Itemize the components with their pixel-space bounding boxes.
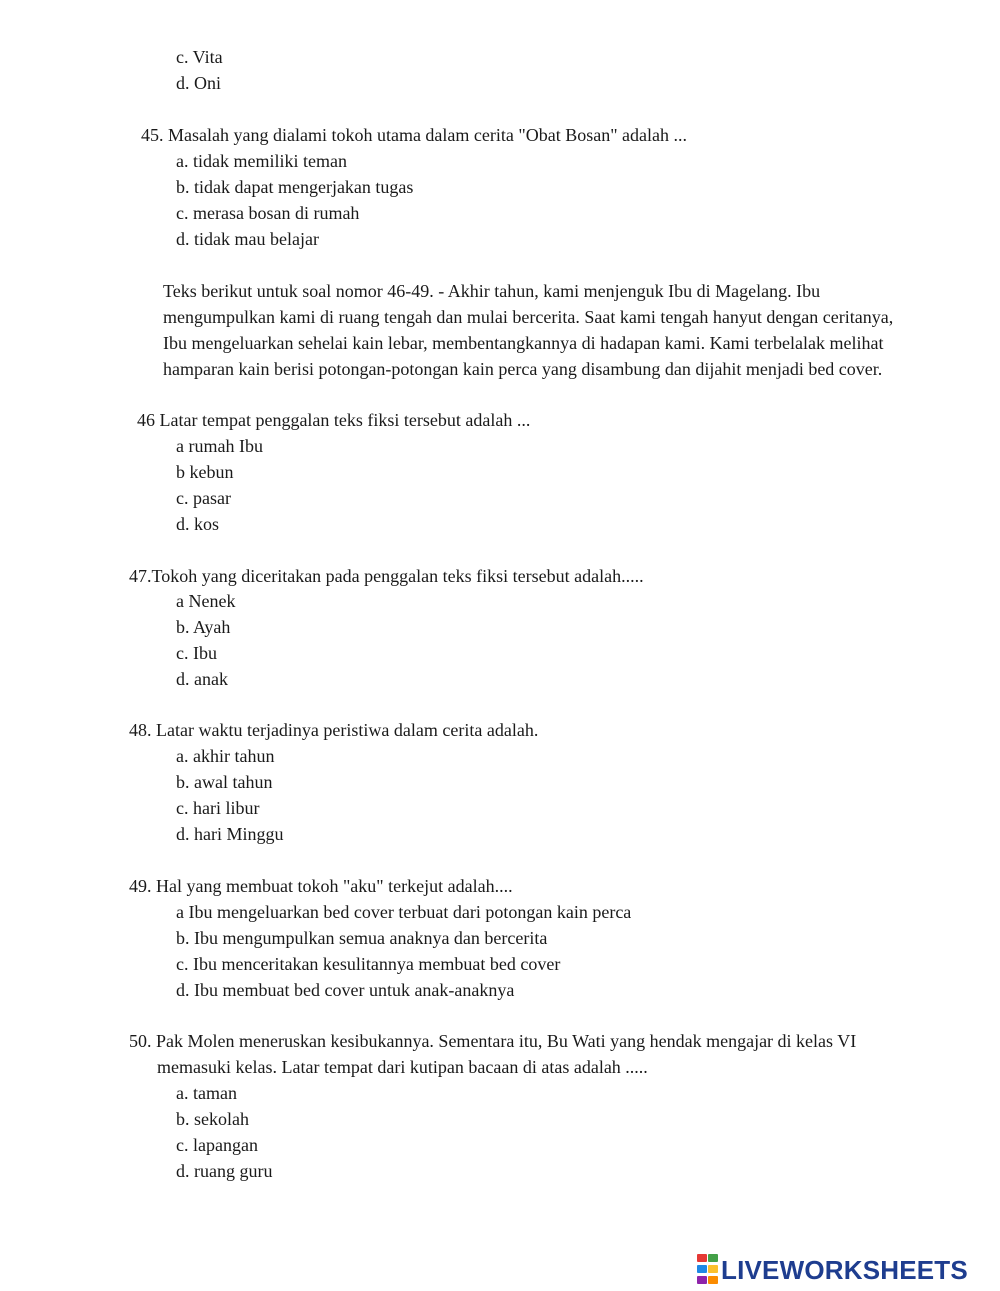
q46-option-b[interactable]: b kebun [176,462,234,482]
q48-option-d[interactable]: d. hari Minggu [176,824,284,844]
question-49: 49. Hal yang membuat tokoh "aku" terkejut adalah.... [129,876,513,896]
q48-option-a[interactable]: a. akhir tahun [176,746,275,766]
reading-passage [163,278,946,382]
option-c[interactable]: c. Vita [176,47,223,67]
q47-option-b[interactable]: b. Ayah [176,617,231,637]
q47-option-c[interactable]: c. Ibu [176,643,217,663]
q47-option-a[interactable]: a Nenek [176,591,236,611]
passage-line: hamparan kain berisi potongan-potongan kain perca yang disambung dan dijahit menjadi bed cover. [163,359,883,379]
liveworksheets-logo-text: LIVEWORKSHEETS [721,1254,968,1285]
q46-option-a[interactable]: a rumah Ibu [176,436,263,456]
question-48: 48. Latar waktu terjadinya peristiwa dalam cerita adalah. [129,720,539,740]
option-d[interactable]: d. Oni [176,73,221,93]
passage-line: Ibu mengeluarkan sehelai kain lebar, membentangkannya di hadapan kami. Kami terbelalak melihat [163,333,884,353]
q49-option-c[interactable]: c. Ibu menceritakan kesulitannya membuat bed cover [176,954,561,974]
q48-option-c[interactable]: c. hari libur [176,798,260,818]
question-50: 50. Pak Molen meneruskan kesibukannya. Sementara itu, Bu Wati yang hendak mengajar di kelas VI [129,1031,857,1051]
q45-option-a[interactable]: a. tidak memiliki teman [176,151,347,171]
q45-option-c[interactable]: c. merasa bosan di rumah [176,203,360,223]
q46-option-d[interactable]: d. kos [176,514,220,534]
q50-option-a[interactable]: a. taman [176,1083,237,1103]
q50-option-c[interactable]: c. lapangan [176,1135,258,1155]
question-47: 47.Tokoh yang diceritakan pada penggalan teks fiksi tersebut adalah..... [129,566,644,586]
q50-option-b[interactable]: b. sekolah [176,1109,249,1129]
q47-option-d[interactable]: d. anak [176,669,228,689]
liveworksheets-logo-icon [697,1257,718,1283]
q45-option-b[interactable]: b. tidak dapat mengerjakan tugas [176,177,414,197]
q49-option-b[interactable]: b. Ibu mengumpulkan semua anaknya dan bercerita [176,928,548,948]
q45-option-d[interactable]: d. tidak mau belajar [176,229,319,249]
q49-option-a[interactable]: a Ibu mengeluarkan bed cover terbuat dari potongan kain perca [176,902,632,922]
q46-option-c[interactable]: c. pasar [176,488,231,508]
q49-option-d[interactable]: d. Ibu membuat bed cover untuk anak-anaknya [176,980,515,1000]
passage-line: mengumpulkan kami di ruang tengah dan mulai bercerita. Saat kami tengah hanyut dengan ceritanya, [163,307,894,327]
question-45: 45. Masalah yang dialami tokoh utama dalam cerita "Obat Bosan" adalah ... [141,125,688,145]
q48-option-b[interactable]: b. awal tahun [176,772,273,792]
question-46: 46 Latar tempat penggalan teks fiksi tersebut adalah ... [137,410,531,430]
liveworksheets-logo [697,1255,968,1285]
passage-line: Teks berikut untuk soal nomor 46-49. - Akhir tahun, kami menjenguk Ibu di Magelang. Ibu [163,281,821,301]
question-50-cont: memasuki kelas. Latar tempat dari kutipan bacaan di atas adalah ..... [157,1057,648,1077]
q50-option-d[interactable]: d. ruang guru [176,1161,273,1181]
